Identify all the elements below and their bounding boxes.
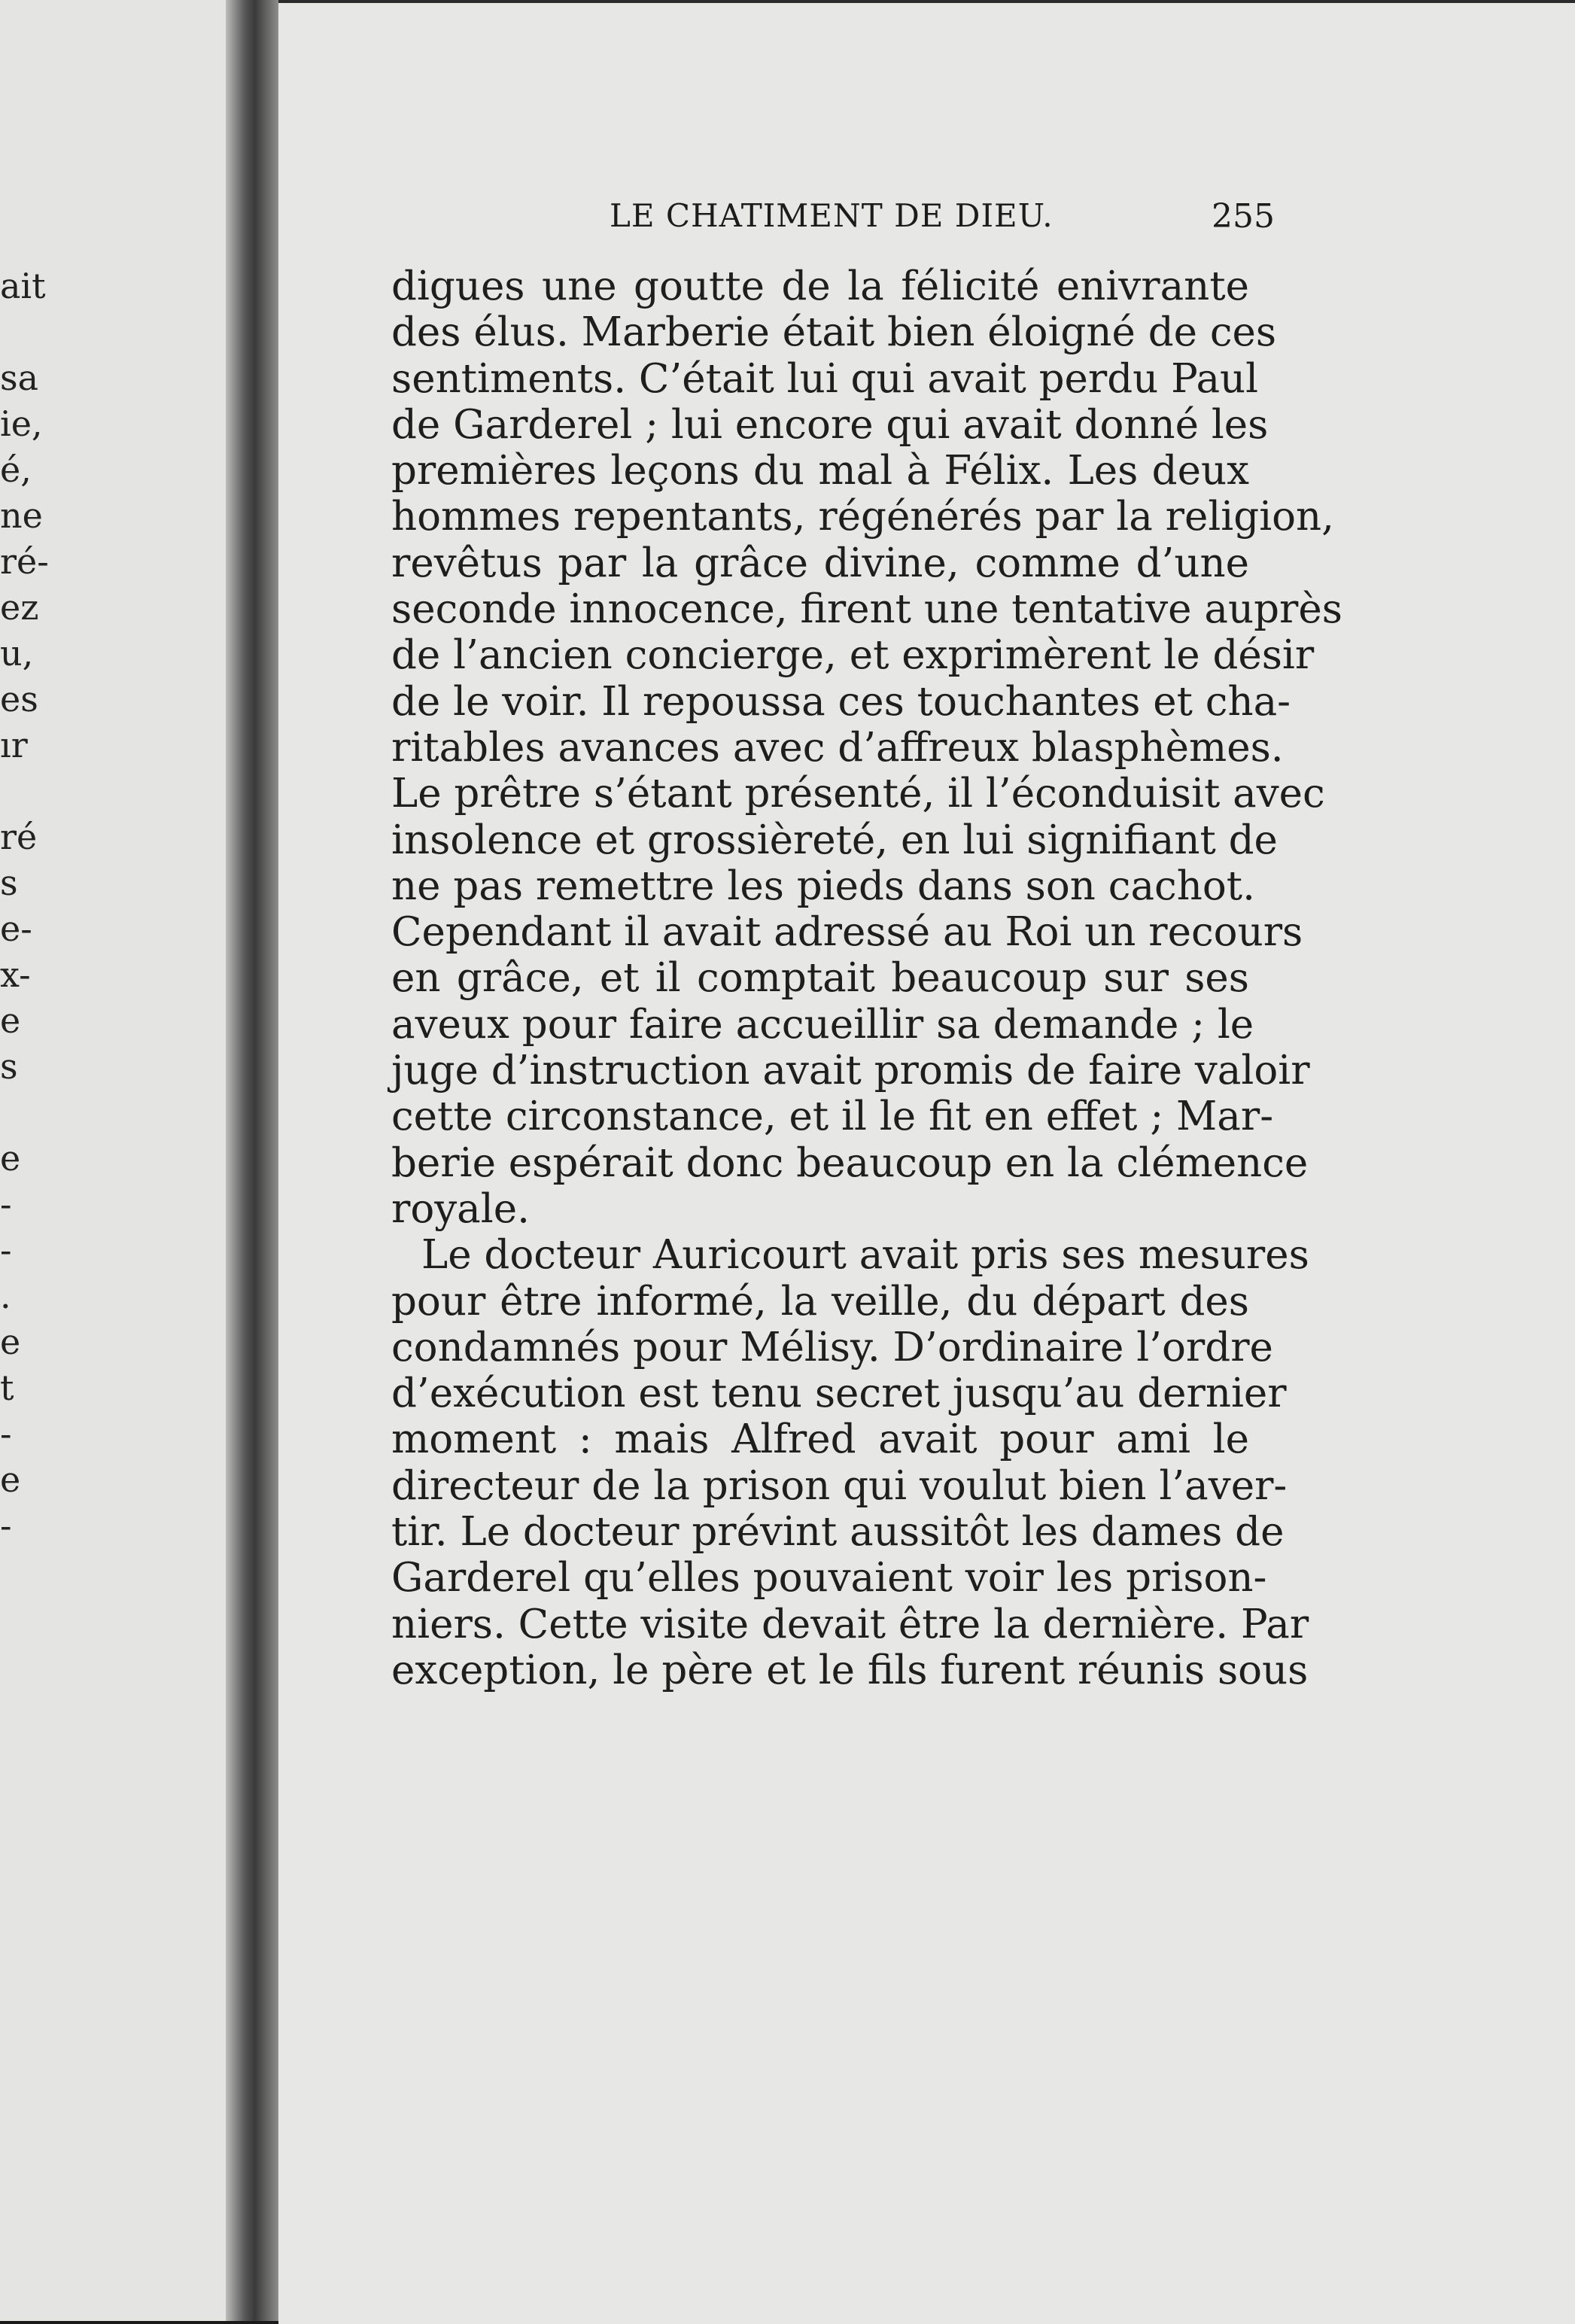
left-fragment-line: s: [0, 1046, 18, 1087]
left-page-edge: [0, 0, 248, 2321]
text-line: directeur de la prison qui voulut bien l’aver-: [391, 1462, 1288, 1509]
left-fragment-line: [0, 1090, 60, 1136]
paragraph: [391, 1232, 1309, 1693]
left-fragment-line: ır: [0, 725, 28, 765]
left-fragment-line: x-: [0, 954, 31, 995]
text-line: exception, le père et le fils furent réunis sous: [391, 1647, 1309, 1693]
text-line: pour être informé, la veille, du départ des: [391, 1278, 1249, 1325]
body-text: [391, 263, 1342, 1693]
text-line: digues une goutte de la félicité enivrante: [391, 263, 1249, 309]
running-title: LE CHATIMENT DE DIEU.: [610, 197, 1054, 234]
left-fragment-line: [0, 768, 60, 814]
text-line: condamnés pour Mélisy. D’ordinaire l’ordre: [391, 1324, 1273, 1370]
left-fragment-line: ré-: [0, 541, 49, 582]
left-fragment-line: -: [0, 1184, 12, 1224]
text-line: aveux pour faire accueillir sa demande ; le: [391, 1001, 1254, 1048]
left-fragment-line: -: [0, 1230, 12, 1270]
left-fragment-line: ez: [0, 587, 39, 628]
text-line: juge d’instruction avait promis de faire valoir: [391, 1048, 1310, 1094]
left-fragment-line: -: [0, 1505, 12, 1546]
text-line: Le prêtre s’étant présenté, il l’éconduisit avec: [391, 771, 1325, 817]
text-line: berie espérait donc beaucoup en la clémence: [391, 1139, 1309, 1186]
left-fragment-line: e-: [0, 908, 32, 949]
left-fragment-line: e: [0, 1000, 21, 1041]
left-fragment-line: s: [0, 862, 18, 903]
left-fragment-line: é,: [0, 449, 32, 490]
text-line: premières leçons du mal à Félix. Les deux: [391, 448, 1249, 494]
text-line: de le voir. Il repoussa ces touchantes et cha-: [391, 678, 1291, 725]
left-fragment-line: e: [0, 1459, 21, 1500]
left-fragment-line: e: [0, 1322, 21, 1362]
text-line: sentiments. C’était lui qui avait perdu Paul: [391, 355, 1259, 402]
text-line: en grâce, et il comptait beaucoup sur ses: [391, 955, 1249, 1002]
left-fragment-line: sa: [0, 357, 39, 398]
left-page-text-fragments: [0, 263, 60, 1549]
left-fragment-line: .: [0, 1276, 11, 1316]
left-fragment-line: u,: [0, 633, 34, 674]
left-fragment-line: -: [0, 1413, 12, 1454]
text-line: seconde innocence, firent une tentative auprès: [391, 586, 1342, 633]
text-line: insolence et grossièreté, en lui signifiant de: [391, 817, 1278, 863]
left-fragment-line: ait: [0, 266, 46, 306]
left-fragment-line: [0, 309, 60, 355]
text-line: ne pas remettre les pieds dans son cachot.: [391, 862, 1255, 909]
text-line: Le docteur Auricourt avait pris ses mesures: [421, 1232, 1309, 1279]
book-gutter: [226, 0, 278, 2321]
text-line: revêtus par la grâce divine, comme d’une: [391, 540, 1249, 586]
text-line: des élus. Marberie était bien éloigné de ces: [391, 309, 1277, 356]
text-line: hommes repentants, régénérés par la religion,: [391, 494, 1335, 540]
text-line: d’exécution est tenu secret jusqu’au dernier: [391, 1370, 1287, 1417]
text-line: de Garderel ; lui encore qui avait donné les: [391, 401, 1269, 448]
left-fragment-line: t: [0, 1367, 14, 1408]
text-line: Cependant il avait adressé au Roi un recours: [391, 909, 1303, 956]
paragraph: [391, 263, 1342, 1232]
left-fragment-line: ré: [0, 817, 38, 857]
page-number: 255: [1212, 197, 1275, 236]
text-line: moment : mais Alfred avait pour ami le: [391, 1416, 1249, 1463]
running-head: [331, 197, 1275, 242]
text-line: royale.: [391, 1185, 530, 1232]
text-line: cette circonstance, et il le fit en effet ; Mar-: [391, 1094, 1274, 1140]
text-line: tir. Le docteur prévint aussitôt les dames de: [391, 1509, 1285, 1556]
left-fragment-line: e: [0, 1138, 21, 1179]
left-fragment-line: ie,: [0, 403, 43, 444]
text-line: Garderel qu’elles pouvaient voir les prison-: [391, 1555, 1267, 1602]
left-fragment-line: es: [0, 679, 38, 719]
text-line: ritables avances avec d’affreux blasphèmes.: [391, 724, 1284, 771]
text-line: niers. Cette visite devait être la dernière. Par: [391, 1601, 1309, 1647]
text-line: de l’ancien concierge, et exprimèrent le désir: [391, 632, 1315, 679]
left-fragment-line: ne: [0, 495, 43, 536]
